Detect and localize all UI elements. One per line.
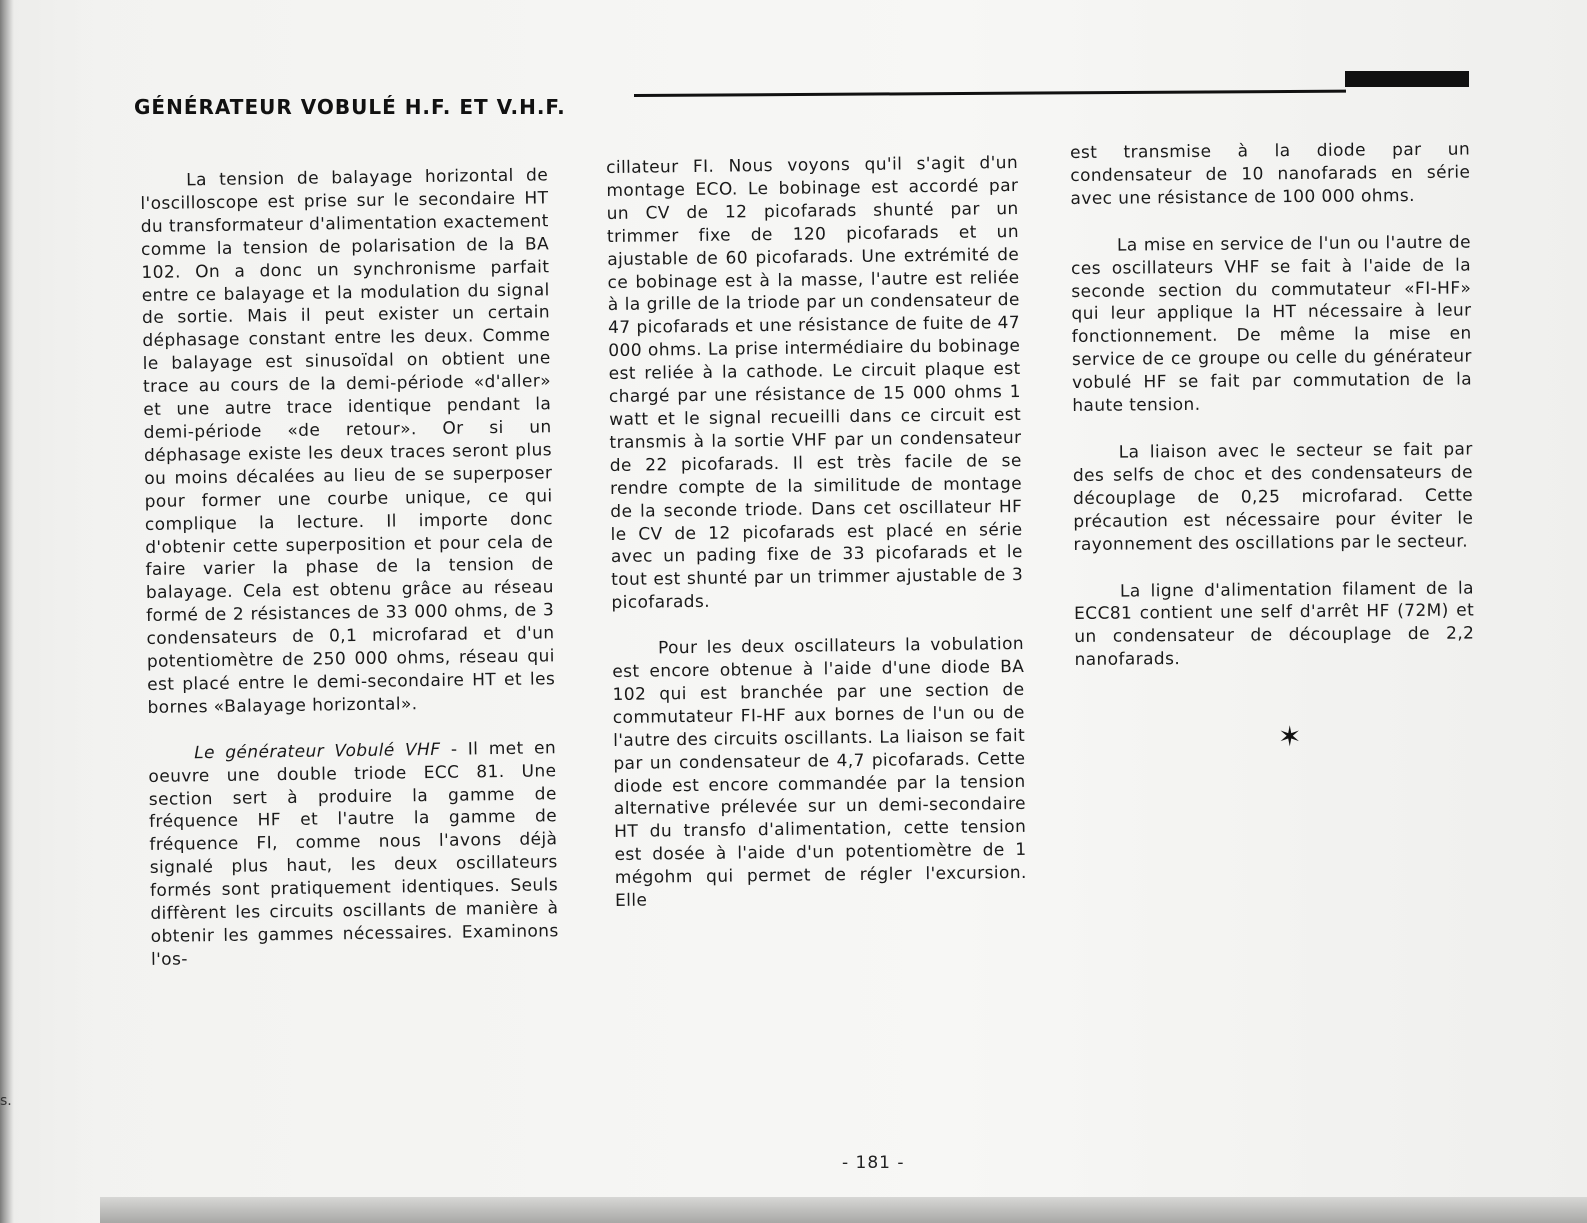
page-number: - 181 - [842, 1153, 905, 1173]
paragraph: La liaison avec le secteur se fait par des selfs de choc et des condensateurs de découplage de 0,25 microfarad. Cette précaution est nécessaire pour éviter le rayonnement des oscillations par le secteur. [1072, 439, 1474, 555]
paragraph [148, 737, 559, 972]
section-header: GÉNÉRATEUR VOBULÉ H.F. ET V.H.F. [134, 95, 566, 119]
star-ornament-icon: ✶ [1278, 720, 1302, 753]
paragraph-rest: - Il met en oeuvre une double triode ECC 81. Une section sert à produire la gamme de fréquence HF et l'autre la gamme de fréquence FI, comme nous l'avons déjà signalé plus haut, les deux oscillateurs formés sont pratiquement identiques. Seuls diffèrent les circuits oscillants de manière à obtenir les gammes nécessaires. Examinons l'os- [148, 737, 559, 970]
margin-mark: s. [0, 1093, 12, 1109]
text-column-3 [1070, 139, 1475, 673]
text-column-2 [606, 152, 1027, 913]
page-binding-shadow [0, 0, 112, 1223]
text-column-1 [140, 164, 559, 971]
paragraph: La ligne d'alimentation filament de la ECC81 contient une self d'arrêt HF (72M) et un condensateur de découplage de 2,2 nanofarads. [1074, 577, 1475, 671]
paragraph: La tension de balayage horizontal de l'oscilloscope est prise sur le secondaire HT du transformateur d'alimentation exactement comme la tension de polarisation de la BA 102. On a donc un synchronisme parfait entre ce balayage et la modulation du signal de sortie. Mais il peut exister un certain déphasage constant entre les deux. Comme le balayage est sinusoïdal on obtient une trace au cours de la demi-période «d'aller» et une autre trace identique pendant la demi-période «de retour». Or si un déphasage existe les deux traces seront plus ou moins décalées au lieu de se superposer pour former une courbe unique, ce qui complique la lecture. Il importe donc d'obtenir cette superposition et pour cela de faire varier la phase de la tension de balayage. Cela est obtenu grâce au réseau formé de 2 résistances de 33 000 ohms, de 3 condensateurs de 0,1 microfarad et d'un potentiomètre de 250 000 ohms, réseau qui est placé entre le demi-secondaire HT et les bornes «Balayage horizontal». [140, 165, 556, 718]
paragraph: cillateur FI. Nous voyons qu'il s'agit d'un montage ECO. Le bobinage est accordé par un CV de 12 picofarads shunté par un trimmer fixe de 120 picofarads et un ajustable de 60 picofarads. Une extrémité de ce bobinage est à la masse, l'autre est reliée à la grille de la triode par un condensateur de 47 picofarads et une résistance de fuite de 47 000 ohms. La prise intermédiaire du bobinage est reliée à la cathode. Le circuit plaque est chargé par une résistance de 15 000 ohms 1 watt et le signal recueilli dans ce circuit est transmis à la sortie VHF par un condensateur de 22 picofarads. Il est très facile de se rendre compte de la similitude de montage de la seconde triode. Dans cet oscillateur HF le CV de 12 picofarads est placé en série avec un pading fixe de 33 picofarads et le tout est shunté par un trimmer ajustable de 3 picofarads. [606, 152, 1024, 614]
header-rule [634, 90, 1346, 97]
paragraph-lead-italic: Le générateur Vobulé VHF [194, 739, 441, 764]
paragraph: Pour les deux oscillateurs la vobulation est encore obtenue à l'aide d'une diode BA 102 qui est branchée par une section de commutateur FI-HF aux bornes de l'un ou de l'autre des circuits oscillants. La liaison se fait par un condensateur de 4,7 picofarads. Cette diode est encore commandée par la tension alternative prélevée sur un demi-secondaire HT du transfo d'alimentation, cette tension est dosée à l'aide d'un potentiomètre de 1 mégohm qui permet de régler l'excursion. Elle [612, 634, 1027, 912]
paragraph: est transmise à la diode par un condensateur de 10 nanofarads en série avec une résistance de 100 000 ohms. [1070, 139, 1471, 209]
paragraph: La mise en service de l'un ou l'autre de ces oscillateurs VHF se fait à l'aide de la seconde section du commutateur «FI-HF» qui leur applique la HT nécessaire à leur fonctionnement. De même la mise en service de ce groupe ou celle du générateur vobulé HF se fait par commutation de la haute tension. [1071, 232, 1473, 417]
page-bottom-edge [100, 1197, 1587, 1223]
header-bar [1345, 71, 1469, 87]
